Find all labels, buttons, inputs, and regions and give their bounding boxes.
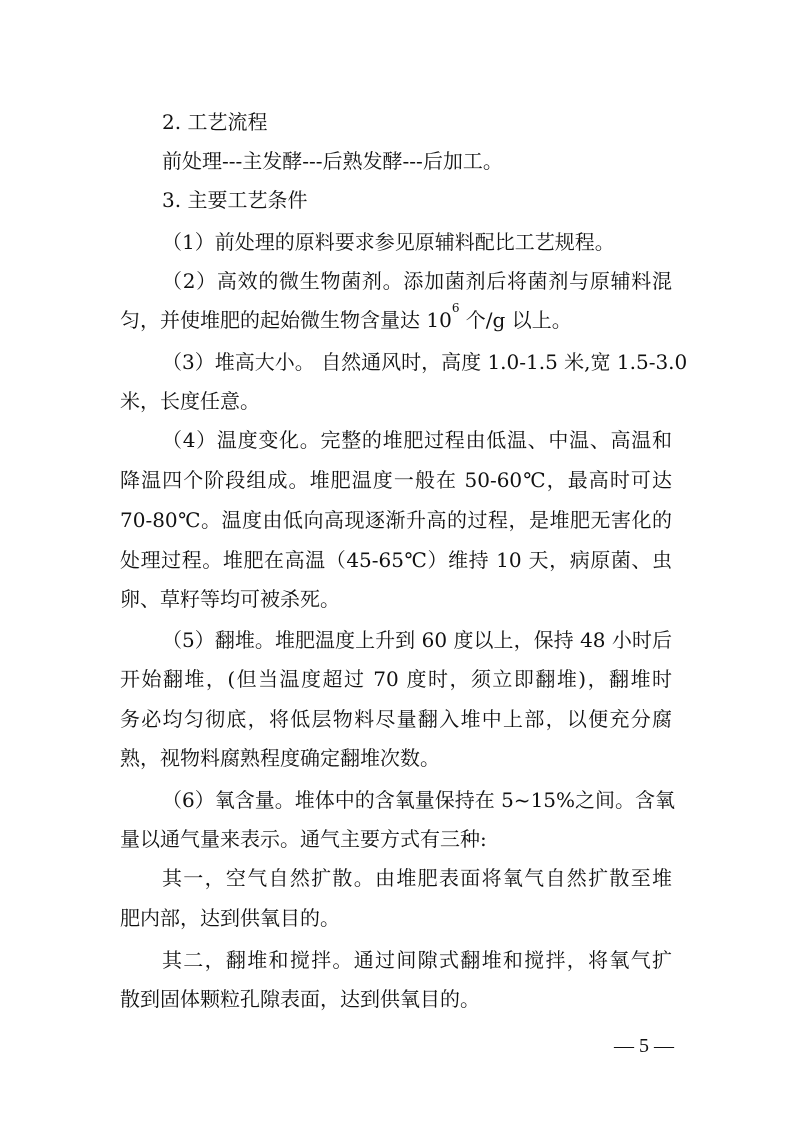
method-2-line-1: 其二，翻堆和搅拌。通过间隙式翻堆和搅拌，将氧气扩 bbox=[162, 948, 672, 972]
process-flow-text: 前处理---主发酵---后熟发酵---后加工。 bbox=[162, 149, 503, 173]
item-4-line-2: 降温四个阶段组成。堆肥温度一般在 50-60℃，最高时可达 bbox=[120, 468, 672, 492]
page-number: — 5 — bbox=[614, 1035, 674, 1057]
item-5-line-4: 熟，视物料腐熟程度确定翻堆次数。 bbox=[120, 746, 440, 770]
method-1-line-1: 其一，空气自然扩散。由堆肥表面将氧气自然扩散至堆 bbox=[162, 866, 672, 890]
item-5-line-2: 开始翻堆，(但当温度超过 70 度时，须立即翻堆)，翻堆时 bbox=[120, 667, 672, 691]
item-5-line-1: （5）翻堆。堆肥温度上升到 60 度以上，保持 48 小时后 bbox=[162, 628, 672, 652]
section-2-heading: 2. 工艺流程 bbox=[162, 110, 268, 134]
superscript-exponent: 6 bbox=[451, 301, 460, 316]
method-1-line-2: 肥内部，达到供氧目的。 bbox=[120, 906, 340, 930]
item-5-line-3: 务必均匀彻底，将低层物料尽量翻入堆中上部，以便充分腐 bbox=[120, 707, 672, 731]
item-4-line-1: （4）温度变化。完整的堆肥过程由低温、中温、高温和 bbox=[162, 428, 672, 452]
item-4-line-5: 卵、草籽等均可被杀死。 bbox=[120, 587, 340, 611]
item-6-line-2: 量以通气量来表示。通气主要方式有三种: bbox=[120, 827, 487, 851]
section-3-heading: 3. 主要工艺条件 bbox=[162, 188, 308, 212]
item-2-line-2-after: 个/g 以上。 bbox=[459, 308, 572, 332]
item-4-line-3: 70-80℃。温度由低向高现逐渐升高的过程，是堆肥无害化的 bbox=[120, 508, 672, 532]
item-2-line-2 bbox=[120, 301, 672, 334]
item-4-line-4: 处理过程。堆肥在高温（45-65℃）维持 10 天，病原菌、虫 bbox=[120, 548, 672, 572]
item-2-line-1: （2）高效的微生物菌剂。添加菌剂后将菌剂与原辅料混 bbox=[162, 269, 672, 293]
item-6-line-1: （6）氧含量。堆体中的含氧量保持在 5~15%之间。含氧 bbox=[162, 788, 676, 812]
item-3-line-1: （3）堆高大小。 自然通风时，高度 1.0-1.5 米,宽 1.5-3.0 bbox=[162, 350, 688, 374]
item-3-line-2: 米，长度任意。 bbox=[120, 389, 260, 413]
method-2-line-2: 散到固体颗粒孔隙表面，达到供氧目的。 bbox=[120, 987, 480, 1011]
item-2-line-2-before: 匀，并使堆肥的起始微生物含量达 10 bbox=[120, 308, 452, 332]
item-1-line-1: （1）前处理的原料要求参见原辅料配比工艺规程。 bbox=[162, 230, 615, 254]
